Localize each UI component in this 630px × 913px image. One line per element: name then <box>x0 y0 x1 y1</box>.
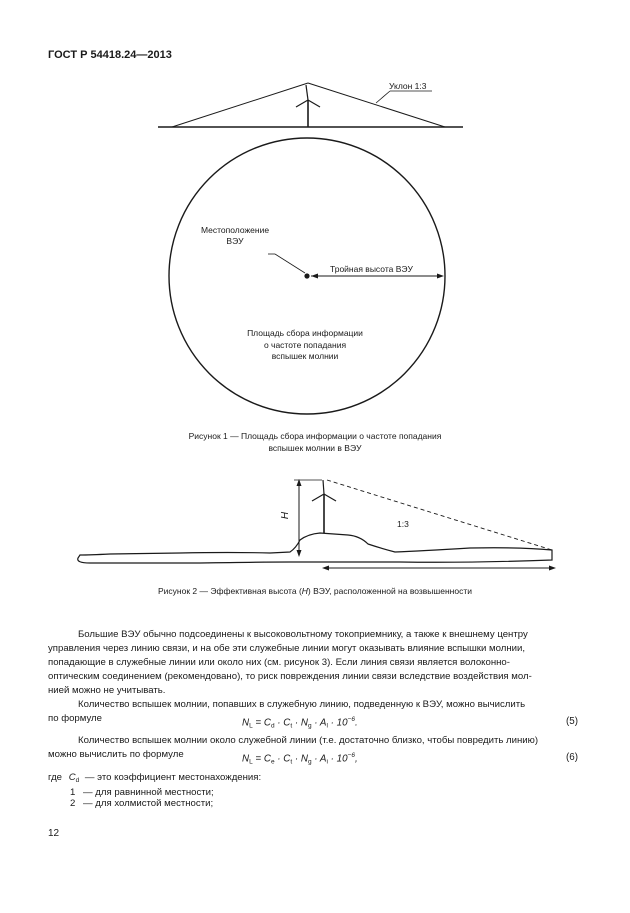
wind-turbine-icon <box>296 85 320 127</box>
slope-ratio-label: 1:3 <box>397 519 409 529</box>
equation-5: $N_L = C_d \cdot C_t \cdot N_g \cdot A_l \cdot 10^{-6}$. <box>242 716 358 730</box>
coefficient-definition: где $C_d$ — это коэффициент местонахождения: 1 — для равнинной местности; 2 — для холмистой местности; <box>48 772 582 810</box>
terrain-outline <box>78 533 552 563</box>
page-number: 12 <box>48 828 60 839</box>
paragraph-2: Количество вспышек молнии, попавших в служебную линию, подведенную к ВЭУ, можно вычислить по формуле <box>48 699 526 725</box>
slope-dashed-line <box>327 480 552 550</box>
paragraph-3: Количество вспышек молнии около служебной линии (т.е. достаточно близко, чтобы повредить линию) можно вычислить по формуле <box>48 735 539 761</box>
turbine-location-dot <box>304 273 309 278</box>
paragraph-1: Большие ВЭУ обычно подсоединены к высоковольтному токоприемнику, а также к внешнему центру управления через линию связи, и на обе эти служебные линии могут оказывать влияние вспышки молнии, попадающие в служебные линии или около них (см. рисунок 3). Если линия связи является волоконно- оптическим соединением (рекомендовано), то риск повреждения линии связи вследствие воздействия мол- нией можно не учитывать. <box>48 629 532 697</box>
location-pointer <box>275 254 305 273</box>
document-header: ГОСТ Р 54418.24—2013 <box>48 49 172 61</box>
slope-line-left <box>172 83 308 127</box>
list-item: 2 — для холмистой местности; <box>70 798 214 809</box>
slope-pointer <box>376 91 390 103</box>
equation-6: $N_L = C_e \cdot C_t \cdot N_g \cdot A_i \cdot 10^{-6}$, <box>242 752 358 766</box>
figure-1-diagram <box>0 0 630 430</box>
figure-2-diagram <box>0 470 630 580</box>
figure-1-caption: Рисунок 1 — Площадь сбора информации о частоте попадания вспышек молнии в ВЭУ <box>188 431 442 453</box>
wind-turbine-icon <box>312 480 336 533</box>
figure-2-caption: Рисунок 2 — Эффективная высота (H) ВЭУ, расположенной на возвышенности <box>158 586 472 596</box>
slope-label: Уклон 1:3 <box>389 81 427 91</box>
area-label: Площадь сбора информации о частоте попадания вспышек молнии <box>247 328 363 361</box>
radius-label: Тройная высота ВЭУ <box>330 264 413 274</box>
list-item: 1 — для равнинной местности; <box>70 786 214 798</box>
equation-5-number: (5) <box>566 716 578 727</box>
height-label: H <box>280 511 292 520</box>
location-label: Местоположение ВЭУ <box>200 225 270 246</box>
equation-6-number: (6) <box>566 752 578 763</box>
